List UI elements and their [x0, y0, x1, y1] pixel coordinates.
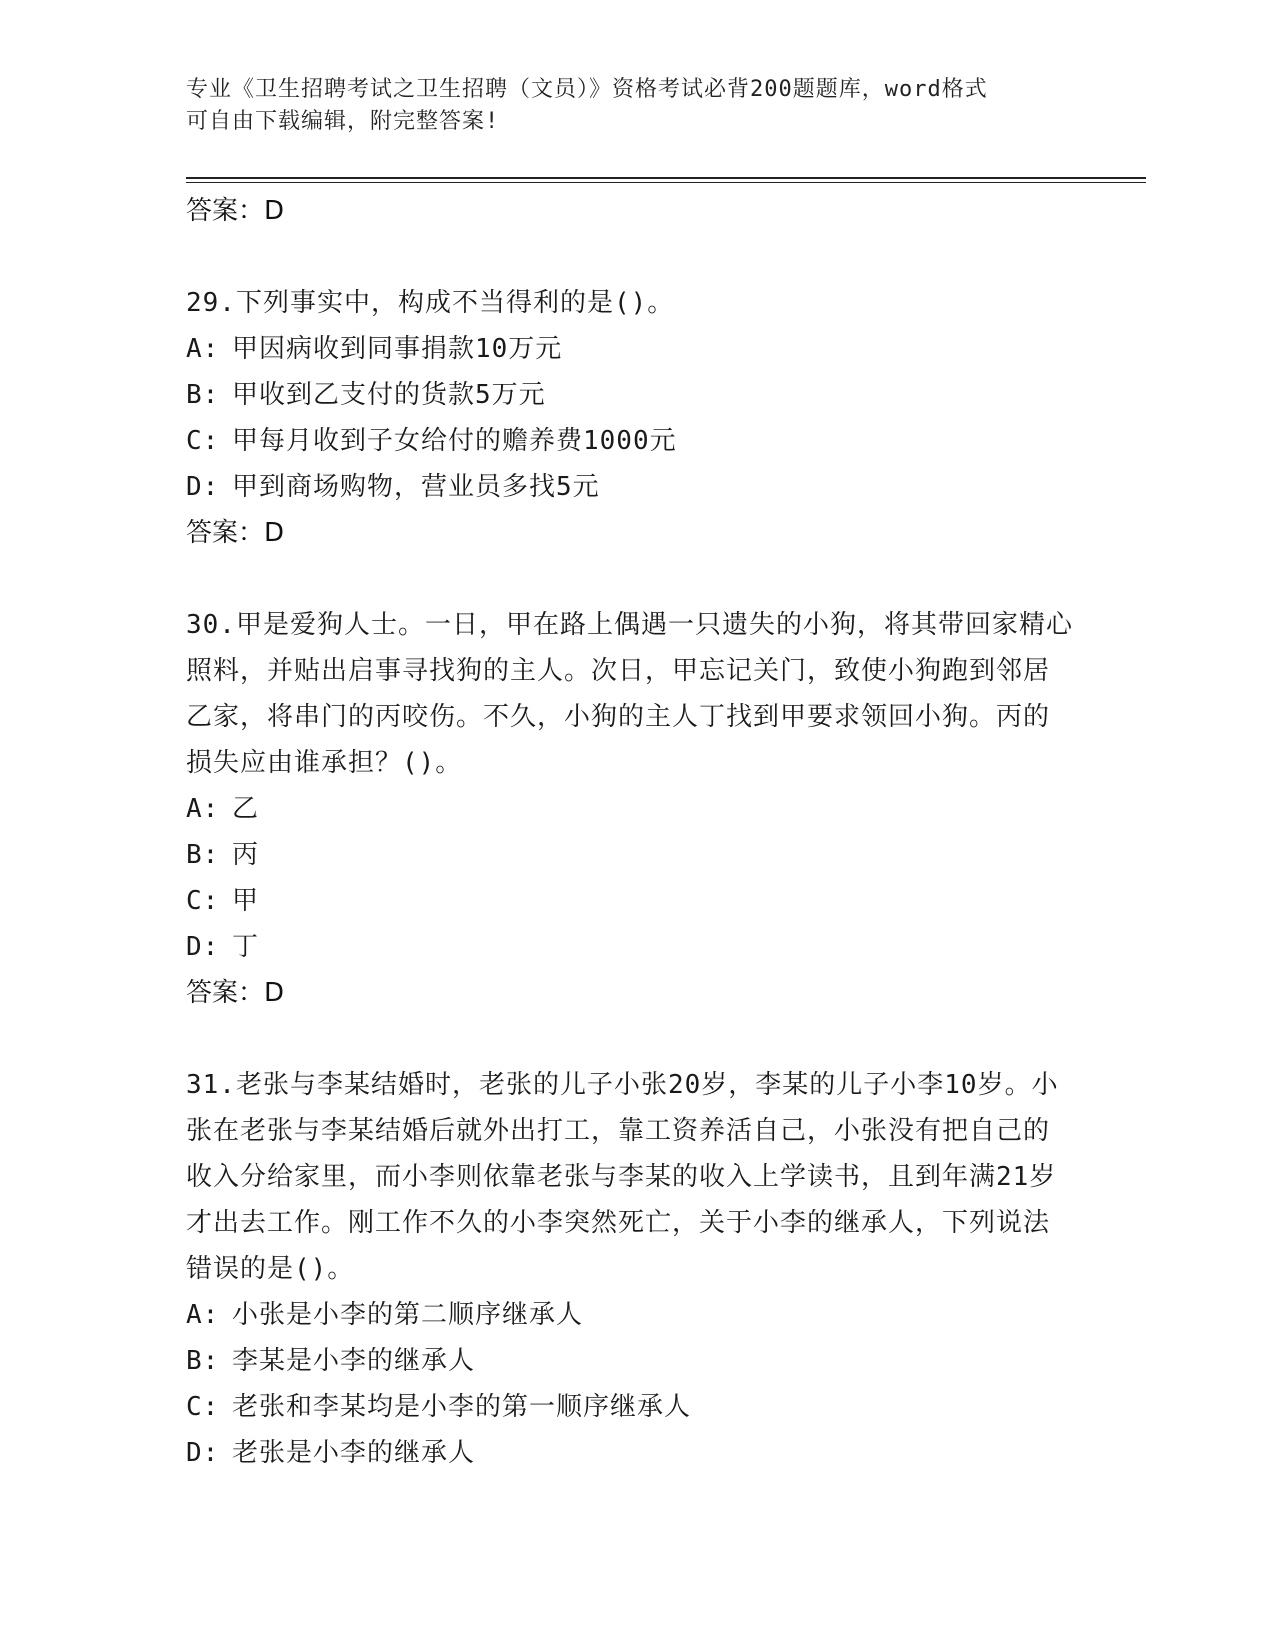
answer-29: 答案：D: [186, 518, 285, 548]
answer-30: 答案：D: [186, 978, 285, 1008]
option-letter: B:: [186, 1346, 220, 1376]
option-text: 甲到商场购物，营业员多找5元: [232, 472, 600, 502]
option-b: [186, 372, 1076, 418]
option-text: 丙: [232, 840, 260, 870]
previous-answer: 答案：D: [186, 196, 285, 226]
option-letter: C:: [186, 886, 220, 916]
option-c: [186, 1384, 1076, 1430]
option-c: [186, 418, 1076, 464]
option-letter: A:: [186, 334, 220, 364]
option-c: [186, 878, 1076, 924]
question-31: [186, 1062, 1076, 1476]
option-b: [186, 832, 1076, 878]
question-content: [186, 188, 1076, 1476]
option-b: [186, 1338, 1076, 1384]
option-d: [186, 464, 1076, 510]
option-text: 乙: [232, 794, 260, 824]
option-letter: B:: [186, 380, 220, 410]
question-stem: 31.老张与李某结婚时，老张的儿子小张20岁，李某的儿子小李10岁。小张在老张与李某结婚后就外出打工，靠工资养活自己，小张没有把自己的收入分给家里，而小李则依靠老张与李某的收入上学读书，且到年满21岁才出去工作。刚工作不久的小李突然死亡，关于小李的继承人，下列说法错误的是()。: [186, 1070, 1059, 1284]
option-letter: D:: [186, 472, 220, 502]
option-letter: C:: [186, 1392, 220, 1422]
option-text: 李某是小李的继承人: [232, 1346, 476, 1376]
option-text: 丁: [232, 932, 260, 962]
option-letter: D:: [186, 1438, 220, 1468]
option-text: 甲收到乙支付的货款5万元: [232, 380, 546, 410]
spacer: [186, 1016, 1076, 1062]
option-text: 老张和李某均是小李的第一顺序继承人: [232, 1392, 692, 1422]
question-30: [186, 602, 1076, 1016]
question-29: [186, 280, 1076, 556]
option-text: 小张是小李的第二顺序继承人: [232, 1300, 584, 1330]
option-d: [186, 924, 1076, 970]
option-letter: A:: [186, 794, 220, 824]
question-stem: 30.甲是爱狗人士。一日，甲在路上偶遇一只遗失的小狗，将其带回家精心照料，并贴出启事寻找狗的主人。次日，甲忘记关门，致使小狗跑到邻居乙家，将串门的丙咬伤。不久，小狗的主人丁找到甲要求领回小狗。丙的损失应由谁承担？()。: [186, 610, 1073, 778]
option-a: [186, 1292, 1076, 1338]
option-a: [186, 326, 1076, 372]
option-a: [186, 786, 1076, 832]
question-stem: 29.下列事实中，构成不当得利的是()。: [186, 288, 675, 318]
option-text: 甲每月收到子女给付的赡养费1000元: [232, 426, 677, 456]
spacer: [186, 234, 1076, 280]
header-divider: [186, 177, 1146, 183]
option-letter: C:: [186, 426, 220, 456]
option-d: [186, 1430, 1076, 1476]
option-letter: B:: [186, 840, 220, 870]
option-letter: D:: [186, 932, 220, 962]
option-text: 甲: [232, 886, 260, 916]
header-line-2: 可自由下载编辑，附完整答案!: [186, 109, 500, 134]
header-line-1: 专业《卫生招聘考试之卫生招聘（文员）》资格考试必背200题题库，word格式: [186, 77, 988, 102]
spacer: [186, 556, 1076, 602]
option-text: 老张是小李的继承人: [232, 1438, 476, 1468]
page-header: [186, 74, 1066, 138]
option-letter: A:: [186, 1300, 220, 1330]
option-text: 甲因病收到同事捐款10万元: [232, 334, 563, 364]
